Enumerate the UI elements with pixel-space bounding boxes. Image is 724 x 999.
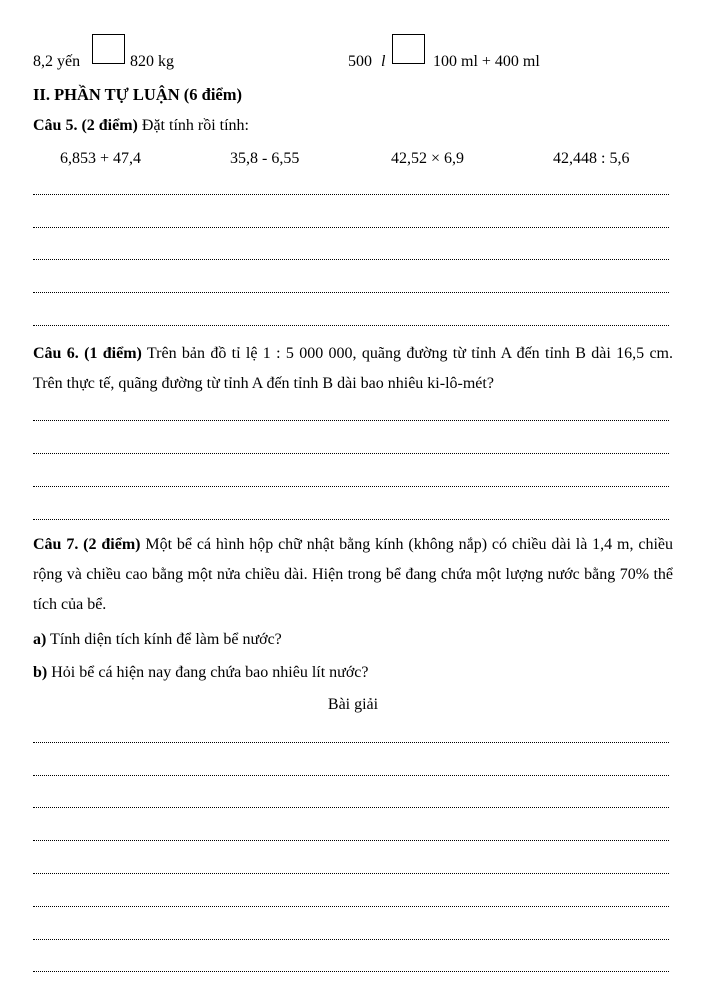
q5-answer-line-3[interactable] bbox=[33, 259, 669, 260]
q7-part-a bbox=[33, 632, 282, 648]
compare-answer-box-1[interactable] bbox=[92, 34, 125, 64]
q7-answer-line-2[interactable] bbox=[33, 775, 669, 776]
q5-answer-line-5[interactable] bbox=[33, 325, 669, 326]
q7-answer-line-1[interactable] bbox=[33, 742, 669, 743]
q5-text: Đặt tính rồi tính: bbox=[137, 117, 249, 134]
q7-a-label: a) bbox=[33, 631, 47, 648]
q5-expr-4: 42,448 : 5,6 bbox=[553, 150, 630, 167]
q7-answer-line-6[interactable] bbox=[33, 906, 669, 907]
q6-label: Câu 6. (1 điểm) bbox=[33, 345, 142, 362]
q7-answer-line-8[interactable] bbox=[33, 971, 669, 972]
compare-right-a-unit: l bbox=[381, 53, 386, 70]
q5-answer-line-1[interactable] bbox=[33, 194, 669, 195]
compare-left-b: 820 kg bbox=[130, 53, 174, 70]
q5-line bbox=[33, 118, 249, 134]
q7-b-text: Hỏi bể cá hiện nay đang chứa bao nhiêu lít nước? bbox=[47, 664, 369, 681]
section-title: II. PHẦN TỰ LUẬN (6 điểm) bbox=[33, 85, 242, 104]
q6-answer-line-4[interactable] bbox=[33, 519, 669, 520]
q6-answer-line-1[interactable] bbox=[33, 420, 669, 421]
q7-text: Một bể cá hình hộp chữ nhật bằng kính (không nắp) có chiều dài là 1,4 m, chiều rộng và chiều cao bằng một nửa chiều dài. Hiện trong bể đang chứa một lượng nước bằng 70% thể tích của bể. bbox=[33, 536, 674, 613]
q7-answer-line-4[interactable] bbox=[33, 840, 669, 841]
q7-answer-line-5[interactable] bbox=[33, 873, 669, 874]
compare-answer-box-2[interactable] bbox=[392, 34, 425, 64]
compare-right-a-num: 500 bbox=[348, 53, 372, 70]
q7-label: Câu 7. (2 điểm) bbox=[33, 536, 141, 553]
q5-expr-3: 42,52 × 6,9 bbox=[391, 150, 465, 167]
q6-text: Trên bản đồ tỉ lệ 1 : 5 000 000, quãng đường từ tỉnh A đến tỉnh B dài 16,5 cm. Trên thực tế, quãng đường từ tỉnh A đến tỉnh B dài bao nhiêu ki-lô-mét? bbox=[33, 345, 674, 392]
q5-label: Câu 5. (2 điểm) bbox=[33, 117, 138, 134]
q7-part-b bbox=[33, 665, 368, 681]
q6-paragraph bbox=[33, 339, 673, 399]
q6-answer-line-2[interactable] bbox=[33, 453, 669, 454]
q5-expr-1: 6,853 + 47,4 bbox=[60, 150, 142, 167]
q5-expr-2: 35,8 - 6,55 bbox=[230, 150, 300, 167]
compare-right-b: 100 ml + 400 ml bbox=[433, 53, 540, 70]
compare-left-a: 8,2 yến bbox=[33, 53, 81, 70]
q6-answer-line-3[interactable] bbox=[33, 486, 669, 487]
q7-answer-line-3[interactable] bbox=[33, 807, 669, 808]
q5-answer-line-4[interactable] bbox=[33, 292, 669, 293]
q5-answer-line-2[interactable] bbox=[33, 227, 669, 228]
q7-b-label: b) bbox=[33, 664, 48, 681]
q7-a-text: Tính diện tích kính để làm bể nước? bbox=[46, 631, 282, 648]
q7-paragraph bbox=[33, 530, 673, 620]
q7-answer-line-7[interactable] bbox=[33, 939, 669, 940]
solution-heading: Bài giải bbox=[327, 696, 379, 713]
